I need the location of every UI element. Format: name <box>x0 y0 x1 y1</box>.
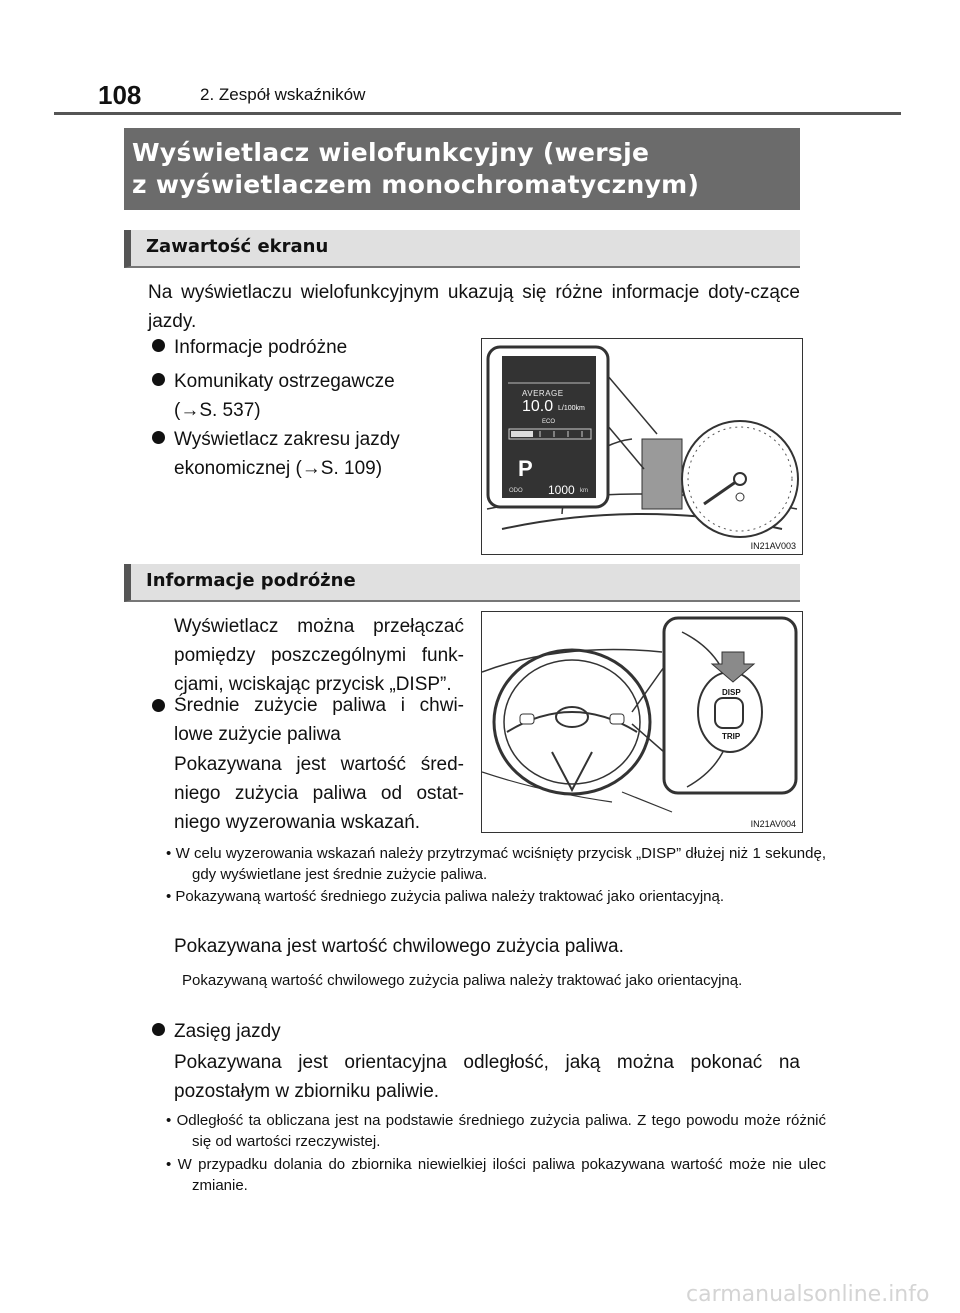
section-heading-trip-info <box>124 564 800 602</box>
note-text: Odległość ta obliczana jest na podstawie średniego zużycia paliwa. Z tego powodu może różnić się od wartości rzeczywistej. <box>176 1112 826 1150</box>
bullet-eco-ref[interactable]: ekonomicznej (→S. 109) <box>174 458 383 479</box>
note-range-estimate: • Odległość ta obliczana jest na podstawie średniego zużycia paliwa. Z tego powodu może różnić się od wartości rzeczywistej. <box>166 1112 826 1150</box>
trip-button-label: TRIP <box>722 732 741 741</box>
bullet-dot <box>152 699 165 712</box>
bullet-eco-display <box>152 425 472 454</box>
bullet-dot <box>152 431 165 444</box>
text-line: niego zużycia paliwa od ostat- <box>174 783 464 804</box>
instant-consumption-text: Pokazywana jest wartość chwilowego zużycia paliwa. <box>174 936 624 957</box>
bullet-label: Wyświetlacz zakresu jazdy <box>174 429 400 450</box>
cluster-illustration <box>482 339 802 554</box>
bullet-warnings-ref[interactable]: (→S. 537) <box>174 400 261 421</box>
display-average-label: AVERAGE <box>522 389 564 398</box>
bullet-label: Zasięg jazdy <box>174 1021 281 1042</box>
section2-intro <box>174 612 464 699</box>
section-heading-screen-content <box>124 230 800 268</box>
section-heading-label: Informacje podróżne <box>146 570 356 591</box>
note-text: W przypadku dolania do zbiornika niewielkiej ilości paliwa pokazywana wartość może nie ulec zmianie. <box>177 1156 826 1194</box>
note-reset: • W celu wyzerowania wskazań należy przytrzymać wciśnięty przycisk „DISP” dłużej niż 1 sekundę, gdy wyświetlane jest średnie zużycie paliwa. <box>166 845 826 883</box>
page-title: Wyświetlacz wielofunkcyjny (wersje z wyświetlaczem monochromatycznym) <box>132 138 700 199</box>
display-eco-label: ECO <box>542 419 556 425</box>
figure-code: IN21AV003 <box>750 541 796 551</box>
note-text: W celu wyzerowania wskazań należy przytrzymać wciśnięty przycisk „DISP” dłużej niż 1 sekundę, gdy wyświetlane jest średnie zużycie paliwa. <box>175 845 826 883</box>
display-odo-label: ODO <box>509 488 523 494</box>
bullet-label: Średnie zużycie paliwa i chwi- <box>174 695 464 716</box>
bullet-dot <box>152 1023 165 1036</box>
range-text: Pokazywana jest orientacyjna odległość, jaką można pokonać na pozostałym w zbiorniku paliwie. <box>174 1052 800 1102</box>
text-line: niego wyzerowania wskazań. <box>174 812 421 833</box>
bullet-warnings <box>152 367 472 396</box>
text-line: Pokazywana jest wartość śred- <box>174 754 464 775</box>
bullet-driving-range <box>152 1017 552 1046</box>
header-divider <box>54 112 901 115</box>
section-heading-label: Zawartość ekranu <box>146 236 329 257</box>
figure-instrument-cluster <box>481 338 803 555</box>
watermark-text: carmanualsonline.info <box>686 1282 930 1307</box>
display-gear: P <box>518 456 533 481</box>
note-small-refuel: • W przypadku dolania do zbiornika niewielkiej ilości paliwa pokazywana wartość może nie ulec zmianie. <box>166 1156 826 1194</box>
display-odo-unit: km <box>580 488 588 494</box>
bullet-label: Komunikaty ostrzegawcze <box>174 371 395 392</box>
page-title-box <box>124 128 800 210</box>
note-average-indicative: • Pokazywaną wartość średniego zużycia paliwa należy traktować jako orientacyjną. <box>166 888 725 905</box>
section1-intro: Na wyświetlaczu wielofunkcyjnym ukazują się różne informacje doty-czące jazdy. <box>148 282 800 332</box>
bullet-label-cont: lowe zużycie paliwa <box>174 724 341 745</box>
steering-wheel-illustration <box>482 612 802 832</box>
figure-steering-wheel <box>481 611 803 833</box>
instant-consumption-note: Pokazywaną wartość chwilowego zużycia paliwa należy traktować jako orientacyjną. <box>182 972 743 989</box>
chapter-title: 2. Zespół wskaźników <box>200 85 366 104</box>
figure-code: IN21AV004 <box>750 819 796 829</box>
disp-button-label: DISP <box>722 688 741 697</box>
display-average-value: 10.0 <box>522 398 554 415</box>
bullet-fuel-consumption <box>152 691 464 749</box>
intro-line: cjami, wciskając przycisk „DISP”. <box>174 674 452 695</box>
intro-line: Wyświetlacz można przełączać <box>174 616 464 637</box>
display-average-unit: L/100km <box>558 405 585 412</box>
note-text: Pokazywaną wartość średniego zużycia paliwa należy traktować jako orientacyjną. <box>175 888 725 905</box>
intro-line: pomiędzy poszczególnymi funk- <box>174 645 464 666</box>
bullet-trip-info <box>152 333 472 362</box>
bullet-dot <box>152 373 165 386</box>
bullet-label: Informacje podróżne <box>174 337 348 358</box>
page-number: 108 <box>98 80 142 110</box>
average-consumption-text <box>174 750 464 837</box>
display-odo-value: 1000 <box>548 483 575 497</box>
bullet-dot <box>152 339 165 352</box>
